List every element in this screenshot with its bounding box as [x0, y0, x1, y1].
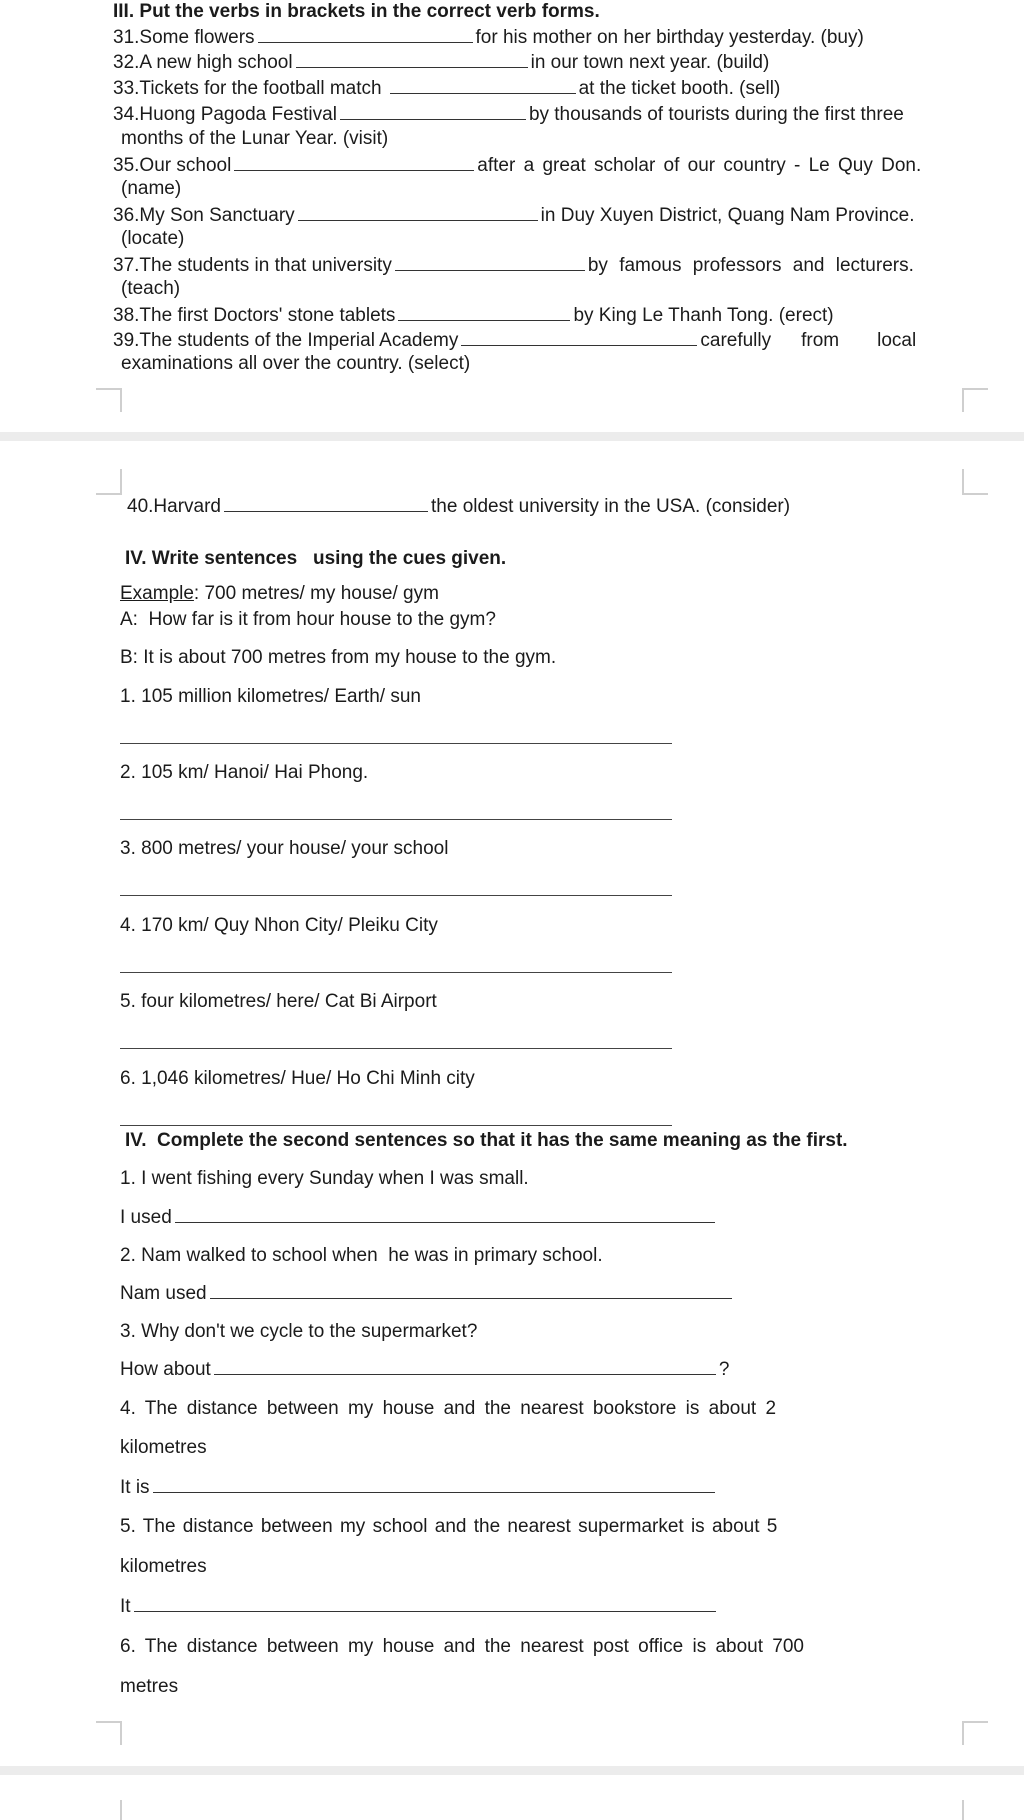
cue-item: 2. 105 km/ Hanoi/ Hai Phong.	[120, 762, 369, 783]
answer-end: ?	[718, 1359, 730, 1380]
page-break	[0, 1766, 1024, 1775]
section-heading-complete-sentences: IV. Complete the second sentences so that it has the same meaning as the first.	[125, 1130, 848, 1151]
question-text-end: by King Le Thanh Tong. (erect)	[573, 305, 834, 326]
question-text-end: after a great scholar of our country - Le Quy Don.	[477, 155, 922, 176]
question-34-continued: months of the Lunar Year. (visit)	[121, 128, 389, 149]
answer-blank[interactable]	[210, 1284, 732, 1299]
answer-start: How about	[120, 1359, 211, 1380]
answer-blank[interactable]	[214, 1360, 716, 1375]
page-corner-mark	[96, 1800, 122, 1820]
question-33	[113, 78, 780, 100]
rewrite-question: 2. Nam walked to school when he was in primary school.	[120, 1245, 603, 1266]
cue-item: 3. 800 metres/ your house/ your school	[120, 838, 449, 859]
question-number: 34.	[113, 104, 140, 125]
page-corner-mark	[96, 388, 122, 412]
answer-start: I used	[120, 1207, 172, 1228]
rewrite-answer	[120, 1283, 735, 1305]
question-number: 31.	[113, 27, 140, 48]
answer-blank[interactable]	[395, 256, 585, 271]
question-text-end: for his mother on her birthday yesterday. (buy)	[475, 27, 864, 48]
question-35-continued: (name)	[121, 178, 182, 199]
answer-blank[interactable]	[234, 156, 474, 171]
answer-blank[interactable]	[134, 1597, 716, 1612]
question-text-end: carefully	[700, 330, 772, 351]
question-text-end: the oldest university in the USA. (consider)	[431, 496, 791, 517]
question-text-end: by thousands of tourists during the first three	[528, 104, 904, 125]
answer-blank[interactable]	[224, 497, 428, 512]
question-number: 35.	[113, 155, 140, 176]
question-text-start: My Son Sanctuary	[139, 205, 295, 226]
question-39	[113, 330, 916, 352]
question-number: 40.	[127, 496, 154, 517]
page-corner-mark	[962, 469, 988, 495]
answer-blank[interactable]	[258, 28, 473, 43]
example-label: Example	[120, 583, 194, 604]
question-39-continued: examinations all over the country. (select)	[121, 353, 471, 374]
answer-start: It is	[120, 1477, 150, 1498]
question-text-end: at the ticket booth. (sell)	[578, 78, 781, 99]
rewrite-question: 6. The distance between my house and the nearest post office is about 700	[120, 1636, 805, 1657]
rewrite-question: 5. The distance between my school and the nearest supermarket is about 5	[120, 1516, 778, 1537]
page-corner-mark	[96, 1721, 122, 1745]
question-text-start: The students in that university	[139, 255, 392, 276]
question-number: 38.	[113, 305, 140, 326]
answer-blank[interactable]	[340, 105, 526, 120]
answer-blank[interactable]	[461, 331, 697, 346]
question-text-start: The students of the Imperial Academy	[139, 330, 459, 351]
question-text-start: A new high school	[139, 52, 293, 73]
rewrite-answer	[120, 1596, 719, 1618]
question-number: 36.	[113, 205, 140, 226]
section-heading-verb-forms: III. Put the verbs in brackets in the correct verb forms.	[113, 1, 600, 22]
question-number: 32.	[113, 52, 140, 73]
rewrite-question: 1. I went fishing every Sunday when I was small.	[120, 1168, 529, 1189]
cue-item: 5. four kilometres/ here/ Cat Bi Airport	[120, 991, 437, 1012]
question-35	[113, 155, 921, 177]
question-text-start: Tickets for the football match	[139, 78, 382, 99]
question-37	[113, 255, 914, 277]
page-corner-mark	[962, 1721, 988, 1745]
answer-start: It	[120, 1596, 131, 1617]
answer-blank[interactable]	[390, 79, 576, 94]
example-answer: B: It is about 700 metres from my house to the gym.	[120, 647, 557, 668]
question-36-continued: (locate)	[121, 228, 185, 249]
question-38	[113, 305, 834, 327]
answer-line[interactable]	[120, 972, 672, 973]
question-text-end: by famous professors and lecturers.	[587, 255, 914, 276]
rewrite-answer	[120, 1359, 729, 1381]
question-text-end-2: from	[801, 330, 840, 351]
question-37-continued: (teach)	[121, 278, 181, 299]
answer-line[interactable]	[120, 895, 672, 896]
question-text-start: Harvard	[153, 496, 221, 517]
answer-blank[interactable]	[398, 306, 570, 321]
answer-blank[interactable]	[296, 53, 528, 68]
rewrite-answer	[120, 1477, 718, 1499]
answer-blank[interactable]	[153, 1478, 715, 1493]
cue-item: 6. 1,046 kilometres/ Hue/ Ho Chi Minh city	[120, 1068, 475, 1089]
answer-start: Nam used	[120, 1283, 207, 1304]
question-text-start: Huong Pagoda Festival	[139, 104, 337, 125]
answer-line[interactable]	[120, 1125, 672, 1126]
question-text-end-3: local	[877, 330, 917, 351]
rewrite-question-continued: kilometres	[120, 1556, 207, 1577]
answer-line[interactable]	[120, 1048, 672, 1049]
question-34	[113, 104, 904, 126]
question-text-end: in our town next year. (build)	[530, 52, 770, 73]
example-question: A: How far is it from hour house to the gym?	[120, 609, 496, 630]
question-40	[127, 496, 790, 518]
page-corner-mark	[962, 1800, 988, 1820]
answer-line[interactable]	[120, 819, 672, 820]
example-cue	[120, 583, 439, 605]
question-text-start: Some flowers	[139, 27, 255, 48]
rewrite-question-continued: kilometres	[120, 1437, 207, 1458]
page-corner-mark	[962, 388, 988, 412]
question-31	[113, 27, 864, 49]
section-heading-write-sentences: IV. Write sentences using the cues given.	[125, 548, 507, 569]
answer-blank[interactable]	[175, 1208, 715, 1223]
question-text-end: in Duy Xuyen District, Quang Nam Province.	[540, 205, 915, 226]
question-36	[113, 205, 914, 227]
page-break	[0, 432, 1024, 441]
answer-line[interactable]	[120, 743, 672, 744]
page-corner-mark	[96, 469, 122, 495]
rewrite-question: 3. Why don't we cycle to the supermarket?	[120, 1321, 478, 1342]
question-text-start: Our school	[139, 155, 232, 176]
rewrite-question-continued: metres	[120, 1676, 179, 1697]
rewrite-answer	[120, 1207, 718, 1229]
cue-item: 4. 170 km/ Quy Nhon City/ Pleiku City	[120, 915, 438, 936]
question-text-start: The first Doctors' stone tablets	[139, 305, 396, 326]
question-number: 33.	[113, 78, 140, 99]
question-32	[113, 52, 769, 74]
answer-blank[interactable]	[298, 206, 538, 221]
example-cue-text: : 700 metres/ my house/ gym	[193, 583, 439, 604]
question-number: 37.	[113, 255, 140, 276]
question-number: 39.	[113, 330, 140, 351]
cue-item: 1. 105 million kilometres/ Earth/ sun	[120, 686, 421, 707]
rewrite-question: 4. The distance between my house and the nearest bookstore is about 2	[120, 1398, 777, 1419]
